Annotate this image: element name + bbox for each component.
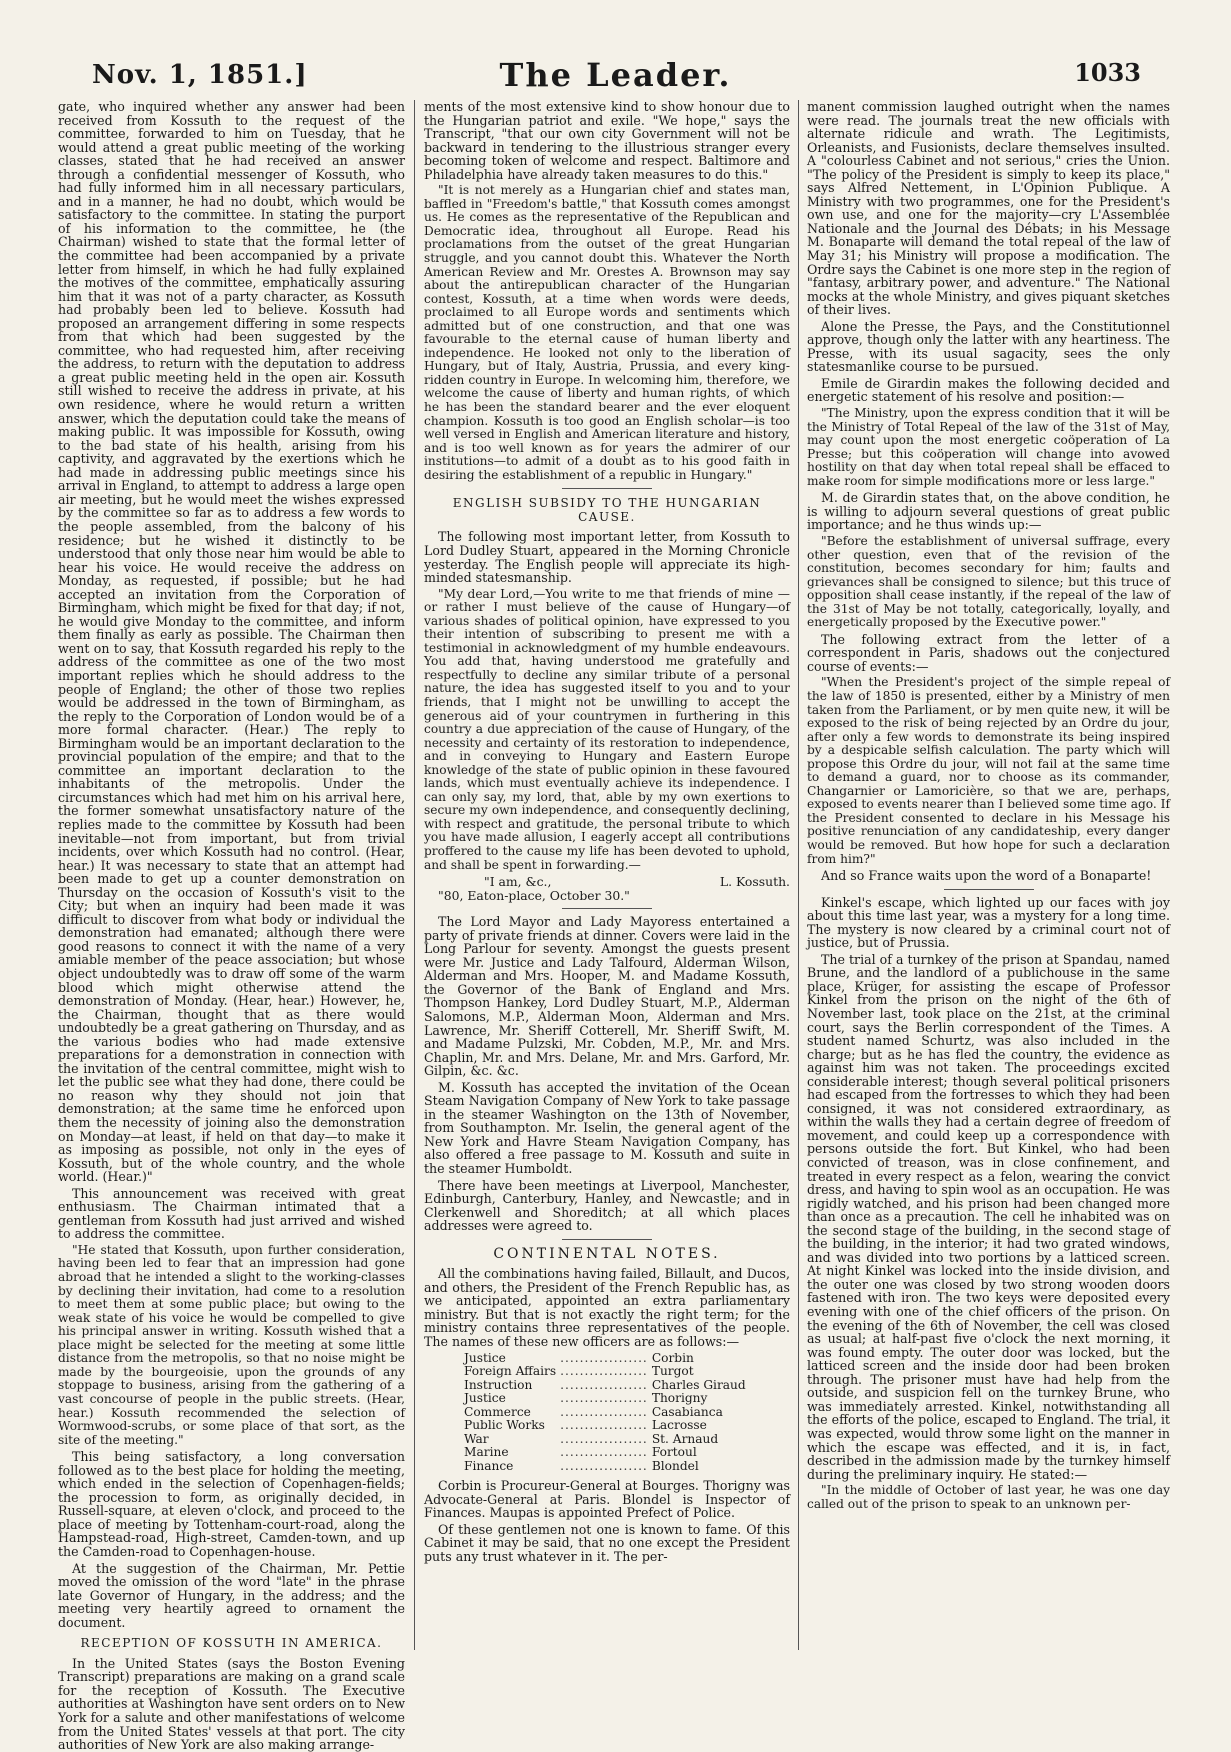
section-heading: RECEPTION OF KOSSUTH IN AMERICA. (80, 1636, 383, 1651)
officer-name: Thorigny (651, 1391, 708, 1406)
officer-row (464, 1352, 746, 1366)
quote-paragraph: "It is not merely as a Hungarian chief and states man, baffled in "Freedom's battle," that Kossuth comes amongst us. He comes as the representative of the Republican and Democratic idea, throughout all Europe. Read his proclamations from the outset of the great Hungarian struggle, and you cannot doubt this. Whatever the North American Review and Mr. Orestes A. Brownson may say about the antirepublican character of the Hungarian contest, Kossuth, at a time when words were deeds, proclaimed to all Europe words and sentiments which admitted but of one construction, and that one was favourable to the eternal cause of human liberty and independence. He looked not only to the liberation of Hungary, but of Italy, Austria, Prussia, and every king-ridden country in Europe. In welcoming him, therefore, we welcome the cause of liberty and human rights, of which he has been the standard bearer and the ever eloquent champion. Kossuth is too good an English scholar—is too well versed in English and American literature and history, and is too well known as for years the admirer of our institutions—to admit of a doubt as to his good faith in desiring the establishment of a republic in Hungary." (424, 183, 790, 482)
column-2 (424, 100, 790, 1650)
page-number: 1033 (1074, 58, 1141, 87)
paragraph: At the suggestion of the Chairman, Mr. Pettie moved the omission of the word "late" in the phrase late Governor of Hungary, in the address; and the meeting very heartily agreed to ornament the document. (58, 1560, 405, 1630)
officers-table (464, 1352, 746, 1474)
officer-office: Public Works (464, 1418, 545, 1433)
section-rule (562, 488, 652, 489)
officer-office: War (464, 1431, 489, 1446)
leader-dots: .................. (560, 1418, 648, 1433)
section-rule (562, 908, 652, 909)
letter-signature (424, 875, 790, 889)
letter-paragraph: "My dear Lord,—You write to me that friends of mine —or rather I must believe of the cause of Hungary—of various shades of political opinion, have expressed to you their intention of subscribing to present me with a testimonial in acknowledgment of my humble endeavours. You add that, having understood me gratefully and respectfully to decline any similar tribute of a personal nature, the idea has suggested itself to you and to your friends, that I might not be unwilling to accept the generous aid of your countrymen in furthering in this country a due appreciation of the cause of Hungary, of the necessity and certainty of its restoration to independence, and in conveying to Hungary and Eastern Europe knowledge of the state of public opinion in these favoured lands, which must eventually achieve its independence. I can only say, my lord, that, able by my own exertions to secure my own independence, and consequently declining, with respect and gratitude, the personal tribute to which you have made allusion, I eagerly accept all contributions proffered to the cause my life has been devoted to uphold, and shall be spent in forwarding.— (424, 586, 790, 872)
quote-paragraph: "In the middle of October of last year, he was one day called out of the prison to speak to an unknown per- (807, 1483, 1170, 1511)
paragraph: gate, who inquired whether any answer had been received from Kossuth to the request of the committee, forwarded to him on Tuesday, that he would attend a great public meeting of the working classes, stated that he had received an answer through a confidential messenger of Kossuth, who had fully informed him in all necessary particulars, and in a manner, he had no doubt, which would be satisfactory to the committee. In stating the purport of his information to the committee, he (the Chairman) wished to state that the formal letter of the committee had been accompanied by a private letter from himself, in which he had fully explained the motives of the committee, emphatically assuring him that it was not of a party character, as Kossuth had probably been led to believe. Kossuth had proposed an arrangement differing in some respects from that which had been suggested by the committee, who had requested him, after receiving the address, to return with the deputation to address a great public meeting held in the open air. Kossuth still wished to receive the address in private, at his own residence, where he would return a written answer, which the deputation could take the means of making public. It was impossible for Kossuth, owing to the bad state of his health, arising from his captivity, and aggravated by the exertions which he had made in addressing public meetings since his arrival in England, to attempt to address a large open air meeting, but he would meet the wishes expressed by the committee so far as to address a few words to the people assembled, from the balcony of his residence; but he wished it distinctly to be understood that only those near him would be able to hear his voice. He would receive the address on Monday, as requested, if possible; but he had accepted an invitation from the Corporation of Birmingham, which might be fixed for that day; if not, he would give Monday to the committee, and inform them finally as early as possible. The Chairman then went on to say, that Kossuth regarded his reply to the address of the committee as one of the two most important replies which he should address to the people of England; the other of those two replies would be addressed in the town of Birmingham, as the reply to the Corporation of London would be of a more formal character. (Hear.) The reply to Birmingham would be an important declaration to the provincial population of the empire; and that to the committee an important declaration to the inhabitants of the metropolis. Under the circumstances which had met him on his arrival here, the former somewhat unsatisfactory nature of the replies made to the committee by Kossuth had been inevitable—not from important, but from trivial incidents, over which Kossuth had no control. (Hear, hear.) It was necessary to state that an attempt had been made to get up a counter demonstration on Thursday on the occasion of Kossuth's visit to the City; but when an inquiry had been made it was difficult to discover from what body or individual the demonstration had emanated; although there were good reasons to connect it with the name of a very amiable member of the peace association; but whose object undoubtedly was to draw off some of the warm blood which might otherwise attend the demonstration of Monday. (Hear, hear.) However, he, the Chairman, thought that as there would undoubtedly be a great gathering on Thursday, and as the various bodies who had made extensive preparations for a demonstration in connection with the invitation of the central committee, might wish to let the public see what they had done, there could be no reason why they should not join that demonstration; at the same time he enforced upon them the necessity of joining also the demonstration on Monday—at least, if held on that day—to make it as imposing as possible, not only in the eyes of Kossuth, but of the whole country, and the whole world. (Hear.)" (58, 99, 405, 1185)
paragraph: And so France waits upon the word of a Bonaparte! (821, 868, 1152, 884)
column-divider (414, 100, 415, 1650)
section-heading: CONTINENTAL NOTES. (493, 1245, 721, 1262)
paragraph: The following most important letter, from Kossuth to Lord Dudley Stuart, appeared in the Morning Chronicle yesterday. The English people will appreciate its high-minded statesmanship. (424, 529, 790, 586)
officer-office: Foreign Affairs (464, 1364, 557, 1379)
leader-dots: .................. (560, 1350, 648, 1365)
officer-name: Turgot (651, 1364, 694, 1379)
leader-dots: .................. (560, 1458, 648, 1473)
officer-row (464, 1392, 746, 1406)
officer-name: Lacrosse (651, 1418, 707, 1433)
signature-closing: "I am, &c., (484, 874, 552, 890)
paragraph: Emile de Girardin makes the following decided and energetic statement of his resolve and position:— (807, 375, 1170, 405)
leader-dots: .................. (560, 1391, 648, 1406)
officer-row (464, 1365, 746, 1379)
officer-office: Marine (464, 1445, 509, 1460)
paragraph: M. de Girardin states that, on the above condition, he is willing to adjourn several questions of great public importance; and he thus winds up:— (807, 490, 1170, 533)
leader-dots: .................. (560, 1404, 648, 1419)
column-3 (807, 100, 1170, 1650)
paragraph: ments of the most extensive kind to show honour due to the Hungarian patriot and exile. "We hope," says the Transcript, "that our own city Government will not be backward in tendering to the illustrious stranger every becoming token of welcome and respect. Baltimore and Philadelphia have already taken measures to do this." (424, 99, 790, 182)
section-rule (944, 889, 1034, 890)
officer-office: Instruction (464, 1377, 533, 1392)
leader-dots: .................. (560, 1431, 648, 1446)
section-heading: ENGLISH SUBSIDY TO THE HUNGARIAN CAUSE. (452, 496, 762, 524)
quote-paragraph: "Before the establishment of universal suffrage, every other question, even that of the revision of the constitution, becomes secondary for him; faults and grievances shall be consigned to silence; but this truce of opposition shall cease instantly, if the repeal of the law of the 31st of May be not totally, categorically, loyally, and energetically proposed by the Executive power." (807, 533, 1170, 630)
paragraph: The Lord Mayor and Lady Mayoress entertained a party of private friends at dinner. Covers were laid in the Long Parlour for seventy. Amongst the guests present were Mr. Justice and Lady Talfourd, Alderman Wilson, Alderman and Mrs. Hooper, M. and Madame Kossuth, the Governor of the Bank of England and Mrs. Thompson Hankey, Lord Dudley Stuart, M.P., Alderman Salomons, M.P., Alderman Moon, Alderman and Mrs. Lawrence, Mr. Sheriff Cotterell, Mr. Sheriff Swift, M. and Madame Pulzski, Mr. Cobden, M.P., Mr. and Mrs. Chaplin, Mr. and Mrs. Delane, Mr. and Mrs. Garford, Mr. Gilpin, &c. &c. (424, 914, 790, 1079)
leader-dots: .................. (560, 1377, 648, 1392)
paragraph: The following extract from the letter of a correspondent in Paris, shadows out the conjectured course of events:— (807, 631, 1170, 674)
issue-date: Nov. 1, 1851.] (92, 60, 308, 90)
signature-name: L. Kossuth. (719, 874, 790, 890)
page-header (0, 0, 1231, 92)
paragraph: Corbin is Procureur-General at Bourges. Thorigny was Advocate-General at Paris. Blondel is Inspector of Finances. Maupas is appointed Prefect of Police. (424, 1478, 790, 1521)
officer-name: Fortoul (651, 1445, 697, 1460)
officer-row (464, 1433, 746, 1447)
officer-name: Corbin (651, 1350, 694, 1365)
officer-name: Casabianca (651, 1404, 723, 1419)
officer-row (464, 1419, 746, 1433)
section-rule (562, 1239, 652, 1240)
officer-name: Charles Giraud (651, 1377, 746, 1392)
masthead-title: The Leader. (499, 56, 732, 94)
officer-row (464, 1446, 746, 1460)
paragraph: There have been meetings at Liverpool, Manchester, Edinburgh, Canterbury, Hanley, and Newcastle; and in Clerkenwell and Shoreditch; at all which places addresses were agreed to. (424, 1177, 790, 1234)
paragraph: Kinkel's escape, which lighted up our faces with joy about this time last year, was a mystery for a long time. The mystery is now cleared by a criminal court not of justice, but of Prussia. (807, 894, 1170, 951)
quote-paragraph: "He stated that Kossuth, upon further consideration, having been led to fear that an impression had gone abroad that he intended a slight to the working-classes by declining their invitation, had come to a resolution to meet them at some public place; but owing to the weak state of his voice he would be compelled to give his principal answer in writing. Kossuth wished that a place might be selected for the meeting at some little distance from the metropolis, so that no noise might be made by the bourgeoisie, upon the grounds of any stoppage to business, arising from the gathering of a vast concourse of people in the public streets. (Hear, hear.) Kossuth recommended the selection of Wormwood-scrubs, or some place of that sort, as the site of the meeting." (58, 1242, 405, 1447)
officer-row (464, 1406, 746, 1420)
officer-name: St. Arnaud (651, 1431, 719, 1446)
column-divider (798, 100, 799, 1650)
paragraph: Of these gentlemen not one is known to fame. Of this Cabinet it may be said, that no one except the President puts any trust whatever in it. The per- (424, 1521, 790, 1564)
paragraph: M. Kossuth has accepted the invitation of the Ocean Steam Navigation Company of New York to take passage in the steamer Washington on the 13th of November, from Southampton. Mr. Iselin, the general agent of the New York and Havre Steam Navigation Company, has also offered a free passage to M. Kossuth and suite in the steamer Humboldt. (424, 1079, 790, 1177)
leader-dots: .................. (560, 1364, 648, 1379)
paragraph: In the United States (says the Boston Evening Transcript) preparations are making on a grand scale for the reception of Kossuth. The Executive authorities at Washington have sent orders on to New York for a salute and other manifestations of welcome from the United States' vessels at that port. The city authorities of New York are also making arrange- (58, 1655, 405, 1752)
paragraph: manent commission laughed outright when the names were read. The journals treat the new officials with alternate ridicule and wrath. The Legitimists, Orleanists, and Fusionists, declare themselves insulted. A "colourless Cabinet and not serious," cries the Union. "The policy of the President is simply to keep its place," says Alfred Nettement, in L'Opinion Publique. A Ministry with two programmes, one for the President's own use, and one for the majority—cry L'Assemblée Nationale and the Journal des Débats; in his Message M. Bonaparte will demand the total repeal of the law of May 31; his Ministry will propose a modification. The Ordre says the Cabinet is one more step in the region of "fantasy, arbitrary power, and adventure." The National mocks at the whole Ministry, and gives piquant sketches of their lives. (807, 99, 1170, 318)
officer-office: Justice (464, 1391, 506, 1406)
quote-paragraph: "The Ministry, upon the express condition that it will be the Ministry of Total Repeal of the law of the 31st of May, may count upon the most energetic coöperation of La Presse; but this coöperation will change into avowed hostility on that day when total repeal shall be effaced to make room for simple modifications more or less large." (807, 406, 1170, 488)
letter-address: "80, Eaton-place, October 30." (438, 887, 630, 903)
paragraph: The trial of a turnkey of the prison at Spandau, named Brune, and the landlord of a publichouse in the same place, Krüger, for assisting the escape of Professor Kinkel from the prison on the night of the 6th of November last, took place on the 21st, at the criminal court, says the Berlin correspondent of the Times. A student named Schurtz, was also included in the charge; but as he has fled the country, the evidence as against him was not taken. The proceedings excited considerable interest; though several political prisoners had escaped from the fortresses to which they had been consigned, it was not considered extraordinary, as within the walls they had a certain degree of freedom of movement, and could keep up a correspondence with persons outside the fort. But Kinkel, who had been convicted of treason, was in close confinement, and treated in every respect as a felon, wearing the convict dress, and having to spin wool as an occupation. He was rigidly watched, and his prison had been changed more than once as a precaution. The cell he inhabited was on the second stage of the building, in the second stage of the building, in the interior; it had two grated windows, and was divided into two portions by a latticed screen. At night Kinkel was locked into the inside division, and the outer one was closed by two strong wooden doors fastened with iron. The two keys were deposited every evening with one of the chief officers of the prison. On the evening of the 6th of November, the cell was closed as usual; at half-past five o'clock the next morning, it was found empty. The outer door was locked, but the latticed screen and the inside door had been broken through. The prisoner must have had help from the outside, and suspicion fell on the turnkey Brune, who was immediately arrested. Kinkel, notwithstanding all the efforts of the police, escaped to England. The trial, it was expected, would throw some light on the manner in which the escape was effected, and it is, in fact, described in the admission made by the turnkey himself during the preliminary inquiry. He stated:— (807, 951, 1170, 1482)
paragraph: All the combinations having failed, Billault, and Ducos, and others, the President of the French Republic has, as we anticipated, appointed an extra parliamentary ministry. But that is not exactly the right term; for the ministry contains three representatives of the people. The names of these new officers are as follows:— (424, 1266, 790, 1350)
paragraph: This being satisfactory, a long conversation followed as to the best place for holding the meeting, which ended in the selection of Copenhagen-fields; the procession to form, as originally decided, in Russell-square, at eleven o'clock, and proceed to the place of meeting by Tottenham-court-road, along the Hampstead-road, High-street, Camden-town, and up the Camden-road to Copenhagen-house. (58, 1449, 405, 1559)
officer-office: Justice (464, 1350, 506, 1365)
officer-name: Blondel (651, 1458, 699, 1473)
officer-row (464, 1379, 746, 1393)
officer-office: Commerce (464, 1404, 531, 1419)
paragraph: Alone the Presse, the Pays, and the Constitutionnel approve, though only the latter with any heartiness. The Presse, with its usual sagacity, sees the only statesmanlike course to be pursued. (807, 318, 1170, 375)
officer-office: Finance (464, 1458, 514, 1473)
paragraph: This announcement was received with great enthusiasm. The Chairman intimated that a gentleman from Kossuth had just arrived and wished to address the committee. (58, 1185, 405, 1242)
officer-row (464, 1460, 746, 1474)
quote-paragraph: "When the President's project of the simple repeal of the law of 1850 is presented, either by a Ministry of men taken from the Parliament, or by men quite new, it will be exposed to the risk of being rejected by an Ordre du jour, after only a few words to demonstrate its being inspired by a despicable selfish calculation. The party which will propose this Ordre du jour, will not fail at the same time to demand a guard, nor to choose as its commander, Changarnier or Lamoricière, so that we are, perhaps, exposed to events nearer than I believed some time ago. If the President consented to declare in his Message his positive renunciation of any candidateship, every danger would be removed. But how hope for such a declaration from him?" (807, 675, 1170, 866)
column-1 (58, 99, 405, 1752)
leader-dots: .................. (560, 1445, 648, 1460)
